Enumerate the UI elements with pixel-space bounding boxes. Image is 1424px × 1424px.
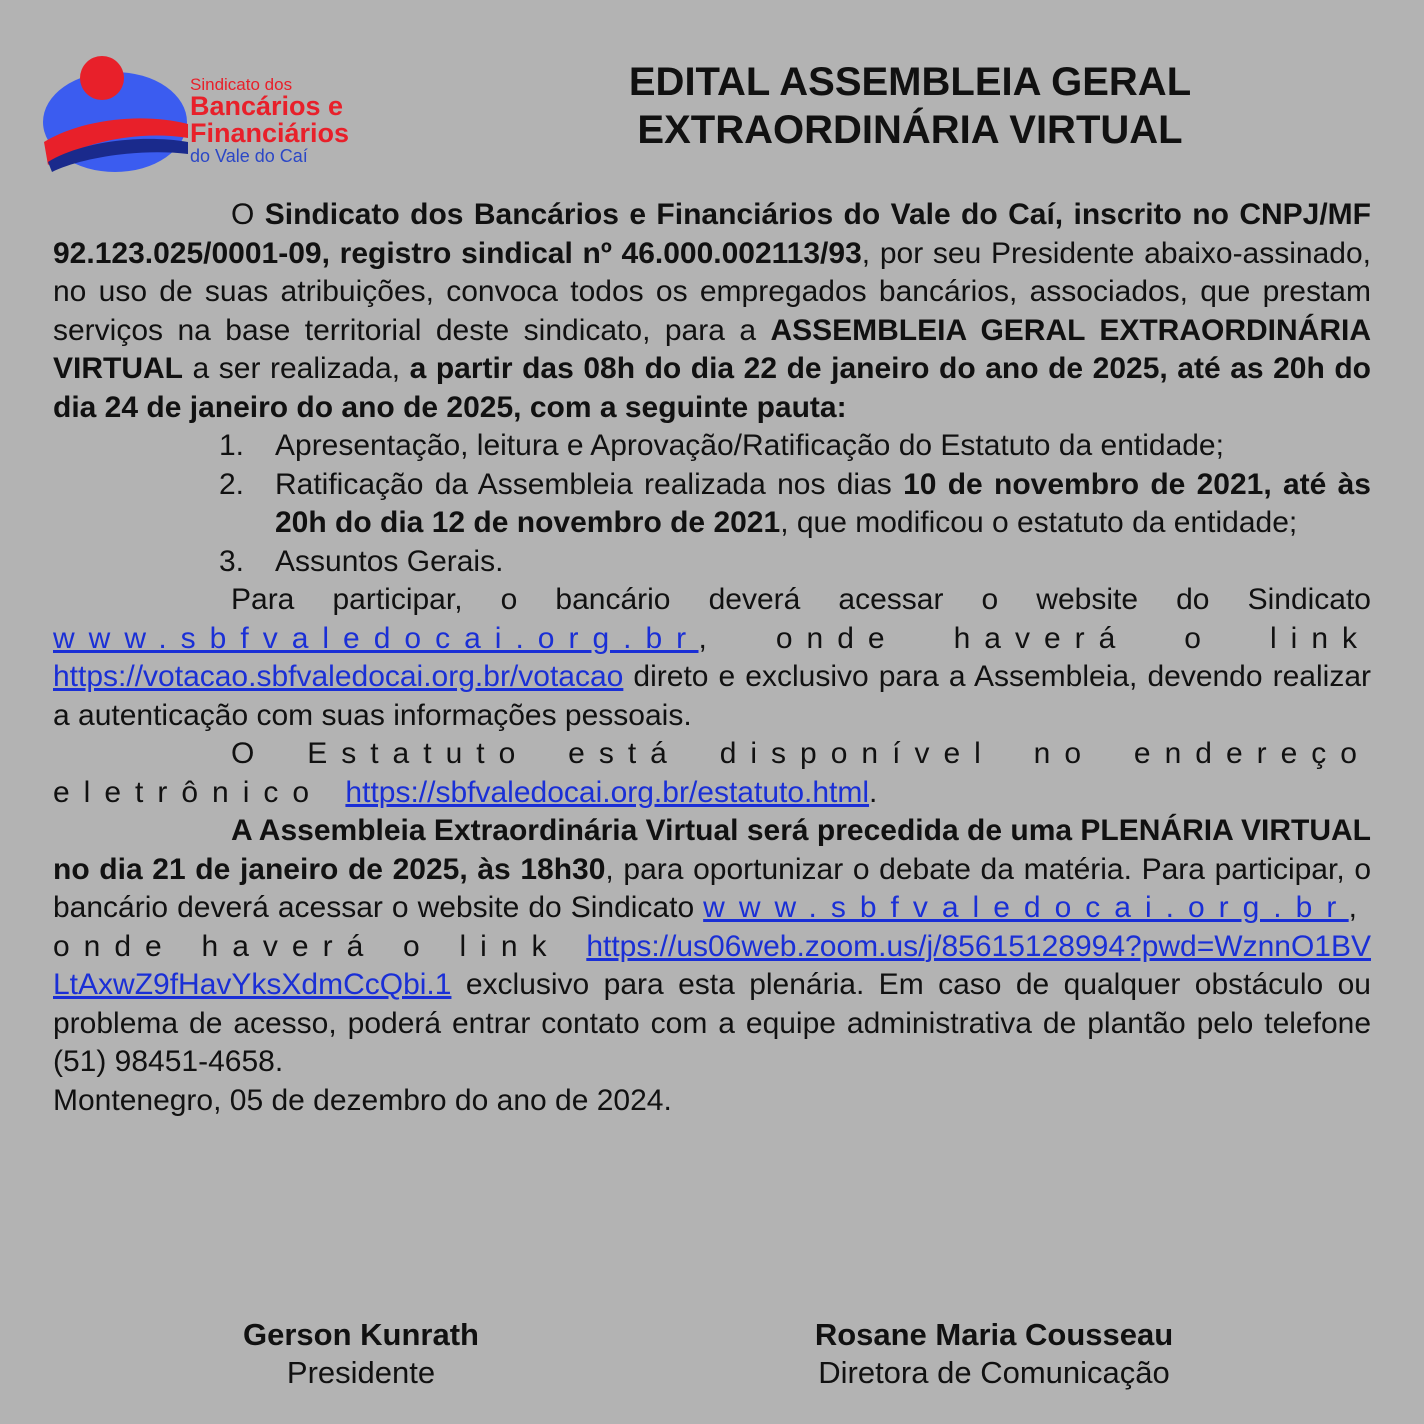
signature-president xyxy=(111,1316,611,1392)
agenda-item xyxy=(53,466,1371,543)
plenary-text-2: , onde haverá o link xyxy=(53,891,1371,963)
signer-name: Gerson Kunrath xyxy=(243,1317,479,1352)
title-line2: EXTRAORDINÁRIA VIRTUAL xyxy=(637,108,1183,152)
signer-role: Presidente xyxy=(286,1355,436,1390)
statute-text: O Estatuto está disponível no endereço eletrônico xyxy=(53,737,1371,809)
plenary-paragraph xyxy=(53,812,1371,1082)
plenary-bold: A Assembleia Extraordinária Virtual será precedida de uma PLENÁRIA VIRTUAL no dia 21 de janeiro de 2025, às 18h30 xyxy=(53,814,1371,886)
participate-text-3: direto e exclusivo para a Assembleia, devendo realizar a autenticação com suas informações pessoais. xyxy=(53,660,1371,732)
intro-text-1: O xyxy=(231,198,265,231)
agenda-bold: 10 de novembro de 2021, até às 20h do dia 12 de novembro de 2021 xyxy=(275,467,1371,539)
union-logo xyxy=(40,50,380,175)
notice-body xyxy=(53,196,1371,1120)
logo-emblem xyxy=(40,50,190,175)
statute-paragraph xyxy=(53,735,1371,812)
agenda-text: Assuntos Gerais. xyxy=(275,544,504,578)
voting-link[interactable]: https://votacao.sbfvaledocai.org.br/votacao xyxy=(53,660,624,693)
agenda-text: , que modificou o estatuto da entidade; xyxy=(780,506,1298,539)
plenary-text-3: exclusivo para esta plenária. Em caso de qualquer obstáculo ou problema de acesso, poderá entrar contato com a equipe administrativa de plantão pelo telefone (51) 98451-4658. xyxy=(53,968,1371,1078)
statute-period: . xyxy=(869,775,878,809)
agenda-text: Apresentação, leitura e Aprovação/Ratificação do Estatuto da entidade; xyxy=(275,429,1224,462)
intro-bold-1: Sindicato dos Bancários e Financiários do Vale do Caí, inscrito no CNPJ/MF 92.123.025/0001-09, registro sindical nº 46.000.002113/93 xyxy=(53,198,1371,270)
agenda-list xyxy=(53,427,1371,581)
page-title xyxy=(560,58,1260,154)
signature-director xyxy=(744,1316,1244,1392)
website-link[interactable]: www.sbfvaledocai.org.br xyxy=(703,891,1349,924)
logo-wordmark xyxy=(190,76,349,165)
agenda-item xyxy=(53,543,1371,582)
logo-line3: Financiários xyxy=(190,118,350,148)
intro-bold-2: ASSEMBLEIA GERAL EXTRAORDINÁRIA VIRTUAL xyxy=(53,313,1371,385)
agenda-number: 2. xyxy=(219,467,245,501)
intro-text-3: a ser realizada, xyxy=(183,352,410,385)
statute-link[interactable]: https://sbfvaledocai.org.br/estatuto.html xyxy=(345,775,870,809)
agenda-number: 3. xyxy=(219,544,245,578)
logo-line1: Sindicato dos xyxy=(190,75,293,94)
agenda-number: 1. xyxy=(219,429,245,462)
participate-text-2: , onde haverá o link xyxy=(698,621,1371,655)
signer-name: Rosane Maria Cousseau xyxy=(814,1317,1174,1352)
website-link[interactable]: www.sbfvaledocai.org.br xyxy=(53,621,699,655)
intro-paragraph xyxy=(53,196,1371,427)
intro-text-2: , por seu Presidente abaixo-assinado, no uso de suas atribuições, convoca todos os empregados bancários, associados, que prestam serviços na base territorial deste sindicato, para a xyxy=(53,236,1371,347)
place-date: Montenegro, 05 de dezembro do ano de 2024. xyxy=(53,1083,672,1117)
participate-text-1: Para participar, o bancário deverá acessar o website do Sindicato xyxy=(231,583,1371,616)
intro-bold-3: a partir das 08h do dia 22 de janeiro do ano de 2025, até as 20h do dia 24 de janeiro do ano de 2025, com a seguinte pauta: xyxy=(53,352,1371,424)
participate-paragraph xyxy=(53,581,1371,735)
agenda-item xyxy=(53,427,1371,466)
signer-role: Diretora de Comunicação xyxy=(818,1355,1170,1390)
agenda-text: Ratificação da Assembleia realizada nos dias xyxy=(275,467,904,501)
title-line1: EDITAL ASSEMBLEIA GERAL xyxy=(628,60,1192,104)
zoom-link[interactable]: https://us06web.zoom.us/j/85615128994?pwd=WznnO1BVLtAxwZ9fHavYksXdmCcQbi.1 xyxy=(53,929,1371,1001)
logo-line2: Bancários e xyxy=(190,91,344,121)
logo-line4: do Vale do Caí xyxy=(190,146,308,166)
plenary-text-1: , para oportunizar o debate da matéria. Para participar, o bancário deverá acessar o website do Sindicato xyxy=(53,852,1371,924)
